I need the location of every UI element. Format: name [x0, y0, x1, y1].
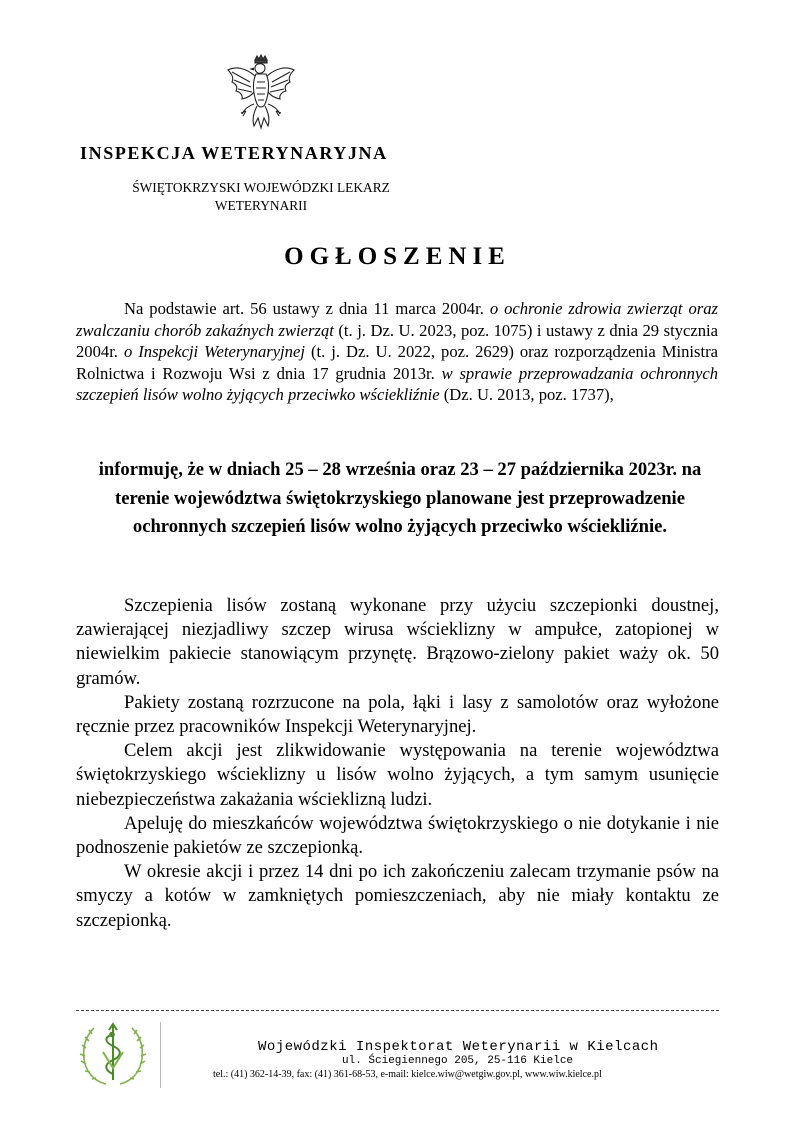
- intro-text-6: (Dz. U. 2013, poz. 1737),: [439, 385, 614, 404]
- inspectorate-name: Wojewódzki Inspektorat Weterynarii w Kielcach: [258, 1039, 659, 1055]
- body-paragraphs: [76, 594, 719, 933]
- intro-text-1: o ochronie zdrowia zwierząt oraz zwalczaniu chorób zakaźnych zwierząt: [76, 299, 718, 340]
- eagle-emblem-icon: [224, 54, 298, 134]
- official-title-line-2: WETERYNARII: [214, 198, 308, 213]
- footer-separator: [160, 1022, 161, 1088]
- official-title-line-1: ŚWIĘTOKRZYSKI WOJEWÓDZKI LEKARZ: [132, 180, 390, 195]
- intro-text-0: Na podstawie art. 56 ustawy z dnia 11 marca 2004r.: [124, 299, 490, 318]
- inspectorate-address: ul. Ściegiennego 205, 25-116 Kielce: [342, 1055, 574, 1067]
- intro-text-5: w sprawie przeprowadzania ochronnych szczepień lisów wolno żyjących przeciwko wściekliźnie: [76, 363, 718, 404]
- body-paragraph: W okresie akcji i przez 14 dni po ich zakończeniu zalecam trzymanie psów na smyczy a kotów w zamkniętych pomieszczeniach, aby nie miały kontaktu ze szczepionką.: [76, 861, 719, 931]
- body-paragraph: Pakiety zostaną rozrzucone na pola, łąki i lasy z samolotów oraz wyłożone ręcznie przez pracowników Inspekcji Weterynaryjnej.: [76, 691, 719, 738]
- intro-text-4: (t. j. Dz. U. 2022, poz. 2629) oraz rozporządzenia Ministra Rolnictwa i Rozwoju Wsi z dnia 17 grudnia 2013r.: [76, 342, 719, 383]
- inspectorate-contact: tel.: (41) 362-14-39, fax: (41) 361-68-53, e-mail: kielce.wiw@wetgiw.gov.pl, www.wiw.kielce.pl: [213, 1069, 602, 1080]
- intro-text-3: o Inspekcji Weterynaryjnej: [123, 342, 305, 361]
- intro-text-2: (t. j. Dz. U. 2023, poz. 1075) i ustawy z dnia 29 stycznia 2004r.: [76, 320, 718, 361]
- body-paragraph: Celem akcji jest zlikwidowanie występowania na terenie województwa świętokrzyskiego wścieklizny u lisów wolno żyjących, a tym samym usunięcie niebezpieczeństwa zakażania wścieklizną ludzi.: [76, 740, 719, 810]
- official-title: [106, 179, 416, 215]
- agency-name: INSPEKCJA WETERYNARYJNA: [80, 143, 388, 163]
- veterinary-logo-icon: [76, 1018, 150, 1092]
- body-paragraph: Apeluję do mieszkańców województwa świętokrzyskiego o nie dotykanie i nie podnoszenie pakietów ze szczepionką.: [76, 812, 719, 859]
- announcement: informuję, że w dniach 25 – 28 września oraz 23 – 27 października 2023r. na terenie województwa świętokrzyskiego planowane jest przeprowadzenie ochronnych szczepień lisów wolno żyjących przeciwko wściekliźnie.: [98, 459, 702, 537]
- document-title: OGŁOSZENIE: [284, 243, 511, 270]
- footer-divider: [76, 1010, 719, 1011]
- body-paragraph: Szczepienia lisów zostaną wykonane przy użyciu szczepionki doustnej, zawierającej niezjadliwy szczep wirusa wścieklizny w ampułce, zatopionej w niewielkim pakiecie stanowiącym przynętę. Brązowo-zielony pakiet waży ok. 50 gramów.: [76, 595, 719, 689]
- legal-basis-paragraph: [76, 298, 718, 406]
